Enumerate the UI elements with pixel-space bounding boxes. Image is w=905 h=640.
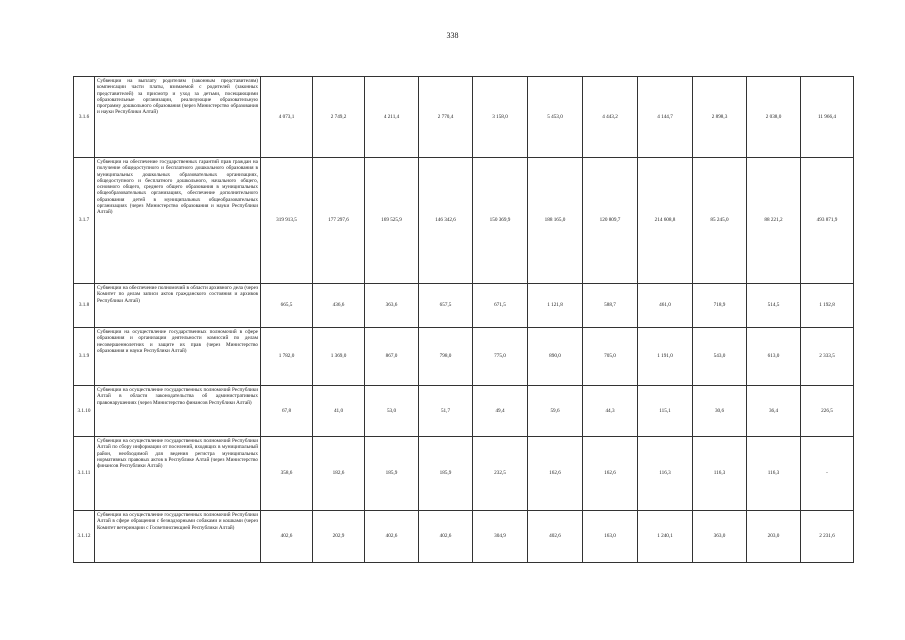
value-cell: 146 342,6 [419,158,473,284]
value-cell: 4 443,2 [583,77,638,158]
value-cell: 2 038,0 [747,77,801,158]
value-cell: 1 240,1 [638,511,693,563]
value-cell: 185,9 [365,437,419,511]
row-description: Субвенции на осуществление государственных полномочий Республики Алтай в сфере обращения с безнадзорными собаками и кошками (через Комитет ветеринарии с Госветинспекцией Республики Алтай) [95,511,261,563]
value-cell: 115,1 [638,386,693,437]
value-cell: 358,6 [261,437,313,511]
row-description: Субвенции на осуществление государственных полномочий в сфере образования и организации деятельности комиссий по делам несовершеннолетних и защите их прав (через Министерство образования и науки Республики Алтай) [95,328,261,386]
value-cell: 4 073,1 [261,77,313,158]
value-cell: 718,9 [693,284,747,328]
value-cell: 59,6 [528,386,583,437]
value-cell: 11 966,4 [801,77,854,158]
value-cell: 798,0 [419,328,473,386]
value-cell: 162,6 [528,437,583,511]
value-cell: 890,0 [528,328,583,386]
value-cell: 543,0 [693,328,747,386]
value-cell: 30,6 [693,386,747,437]
value-cell: 177 297,6 [313,158,365,284]
value-cell: 3 158,0 [473,77,528,158]
row-code: 3.1.11 [74,437,95,511]
value-cell: 36,4 [747,386,801,437]
value-cell: 436,6 [313,284,365,328]
value-cell: 514,5 [747,284,801,328]
row-code: 3.1.8 [74,284,95,328]
value-cell: 2 749,2 [313,77,365,158]
value-cell: 402,6 [261,511,313,563]
value-cell: 304,9 [473,511,528,563]
value-cell: 402,6 [365,511,419,563]
value-cell: 1 191,0 [638,328,693,386]
value-cell: 867,0 [365,328,419,386]
row-code: 3.1.10 [74,386,95,437]
value-cell: 1 782,0 [261,328,313,386]
value-cell: 202,9 [313,511,365,563]
row-description: Субвенции на осуществление государственных полномочий Республики Алтай по сбору информации от поселений, входящих в муниципальный район, необходимой для ведения регистра муниципальных нормативных правовых актов в Республике Алтай (через Министерство финансов Республики Алтай) [95,437,261,511]
value-cell: 588,7 [583,284,638,328]
value-cell: 4 211,4 [365,77,419,158]
value-cell: 705,0 [583,328,638,386]
value-cell: 319 913,5 [261,158,313,284]
subvention-table [73,76,854,563]
value-cell: 67,8 [261,386,313,437]
value-cell: 120 809,7 [583,158,638,284]
value-cell: 493 871,9 [801,158,854,284]
table-row [74,511,854,563]
value-cell: 214 608,8 [638,158,693,284]
value-cell: 1 369,0 [313,328,365,386]
value-cell: 185,9 [419,437,473,511]
table-row [74,284,854,328]
value-cell: 49,4 [473,386,528,437]
value-cell: 116,3 [693,437,747,511]
value-cell: 402,6 [528,511,583,563]
value-cell: 116,3 [638,437,693,511]
row-code: 3.1.6 [74,77,95,158]
value-cell: 2 770,4 [419,77,473,158]
value-cell: 203,0 [747,511,801,563]
value-cell: 363,6 [365,284,419,328]
value-cell: 657,5 [419,284,473,328]
row-description: Субвенции на обеспечение государственных гарантий прав граждан на получение общедоступного и бесплатного дошкольного образования в муниципальных дошкольных образовательных организациях, общедоступного и бесплатного дошкольного, начального общего, основного общего, среднего общего образования в муниципальных общеобразовательных организациях, обеспечение дополнительного образования детей в муниципальных общеобразовательных организациях (через Министерство образования и науки Республики Алтай) [95,158,261,284]
value-cell: 1 192,8 [801,284,854,328]
value-cell: 1 121,8 [528,284,583,328]
value-cell: 402,6 [419,511,473,563]
value-cell: 53,0 [365,386,419,437]
value-cell: 182,6 [313,437,365,511]
table-row [74,328,854,386]
table-row [74,77,854,158]
value-cell: - [801,437,854,511]
table-row [74,158,854,284]
value-cell: 5 453,0 [528,77,583,158]
value-cell: 188 165,0 [528,158,583,284]
value-cell: 613,0 [747,328,801,386]
value-cell: 671,5 [473,284,528,328]
value-cell: 88 221,2 [747,158,801,284]
row-code: 3.1.9 [74,328,95,386]
value-cell: 150 369,9 [473,158,528,284]
row-description: Субвенции на осуществление государственных полномочий Республики Алтай в области законодательства об административных правонарушениях (через Министерство финансов Республики Алтай) [95,386,261,437]
value-cell: 51,7 [419,386,473,437]
value-cell: 2 333,5 [801,328,854,386]
value-cell: 363,0 [693,511,747,563]
value-cell: 4 144,7 [638,77,693,158]
value-cell: 665,5 [261,284,313,328]
value-cell: 461,0 [638,284,693,328]
value-cell: 2 231,6 [801,511,854,563]
row-code: 3.1.7 [74,158,95,284]
value-cell: 116,3 [747,437,801,511]
value-cell: 775,0 [473,328,528,386]
page-number: 338 [446,31,459,40]
value-cell: 232,5 [473,437,528,511]
value-cell: 169 525,9 [365,158,419,284]
value-cell: 2 898,3 [693,77,747,158]
row-code: 3.1.12 [74,511,95,563]
value-cell: 85 245,0 [693,158,747,284]
value-cell: 162,6 [583,437,638,511]
table-row [74,386,854,437]
value-cell: 44,3 [583,386,638,437]
value-cell: 163,0 [583,511,638,563]
row-description: Субвенции на выплату родителям (законным представителям) компенсации части платы, взимаемой с родителей (законных представителей) за присмотр и уход за детьми, посещающими образовательные организации, реализующие образовательную программу дошкольного образования (через Министерство образования и науки Республики Алтай) [95,77,261,158]
table-row [74,437,854,511]
value-cell: 41,0 [313,386,365,437]
row-description: Субвенции на обеспечение полномочий в области архивного дела (через Комитет по делам записи актов гражданского состояния и архивов Республики Алтай) [95,284,261,328]
value-cell: 226,5 [801,386,854,437]
